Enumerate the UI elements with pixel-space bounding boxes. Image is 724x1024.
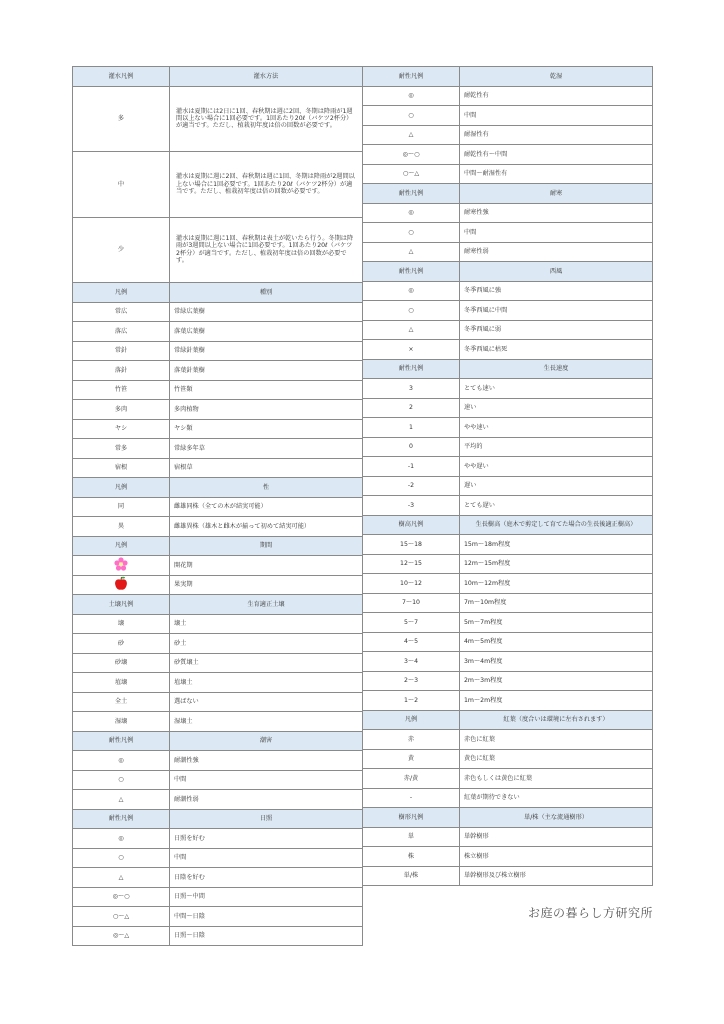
table-row bbox=[73, 497, 363, 517]
value-cell: 壌土 bbox=[170, 614, 363, 634]
table-row bbox=[363, 632, 653, 652]
autumn-header-row bbox=[363, 710, 653, 730]
legend-cell: ◎〜△ bbox=[73, 926, 170, 946]
value-cell: やや遅い bbox=[460, 457, 653, 477]
value-cell: 冬季西風に強 bbox=[460, 281, 653, 301]
legend-cell: 常多 bbox=[73, 439, 170, 459]
legend-cell: -3 bbox=[363, 496, 460, 516]
legend-cell: 同 bbox=[73, 497, 170, 517]
legend-cell: 15〜18 bbox=[363, 535, 460, 555]
value-cell: 雌雄同株（全ての木が結実可能） bbox=[170, 497, 363, 517]
legend-cell: ○ bbox=[363, 106, 460, 126]
legend-cell: ○〜△ bbox=[363, 164, 460, 184]
legend-cell: 砂 bbox=[73, 634, 170, 654]
table-row bbox=[363, 554, 653, 574]
table-row bbox=[363, 671, 653, 691]
table-row bbox=[363, 457, 653, 477]
table-row bbox=[73, 770, 363, 790]
value-cell: 砂土 bbox=[170, 634, 363, 654]
legend-cell: 多 bbox=[73, 86, 170, 152]
table-row bbox=[363, 320, 653, 340]
table-row bbox=[73, 751, 363, 771]
value-cell: 中間 bbox=[460, 223, 653, 243]
value-cell: 耐乾性有〜中間 bbox=[460, 145, 653, 165]
value-cell: 中間 bbox=[460, 106, 653, 126]
value-cell: 冬季西風に枯死 bbox=[460, 340, 653, 360]
table-row bbox=[73, 614, 363, 634]
table-row bbox=[363, 164, 653, 184]
value-cell: やや速い bbox=[460, 418, 653, 438]
table-row bbox=[363, 652, 653, 672]
value-cell: 赤色もしくは黄色に紅葉 bbox=[460, 769, 653, 789]
value-cell: 日照〜中間 bbox=[170, 887, 363, 907]
value-cell: 果実期 bbox=[170, 575, 363, 595]
value-cell: 落葉針葉樹 bbox=[170, 361, 363, 381]
value-cell: 耐潮性強 bbox=[170, 751, 363, 771]
legend-cell: 12〜15 bbox=[363, 554, 460, 574]
soil-header-row bbox=[73, 595, 363, 615]
species-header-row bbox=[73, 283, 363, 303]
table-row bbox=[73, 322, 363, 342]
table-row bbox=[363, 788, 653, 808]
header-cell: 凡例 bbox=[73, 283, 170, 303]
table-row bbox=[363, 476, 653, 496]
table-row bbox=[363, 398, 653, 418]
legend-cell: -2 bbox=[363, 476, 460, 496]
header-cell: 灌水方法 bbox=[170, 67, 363, 87]
table-row bbox=[73, 380, 363, 400]
header-cell: 生長樹高（庭木で剪定して育てた場合の生長後適正樹高） bbox=[460, 515, 653, 535]
legend-cell: 全土 bbox=[73, 692, 170, 712]
legend-cell: 常針 bbox=[73, 341, 170, 361]
legend-cell: 埴壌 bbox=[73, 673, 170, 693]
table-row bbox=[363, 593, 653, 613]
legend-cell: 単/株 bbox=[363, 866, 460, 886]
legend-cell: 3〜4 bbox=[363, 652, 460, 672]
legend-cell: ヤシ bbox=[73, 419, 170, 439]
legend-cell: 1 bbox=[363, 418, 460, 438]
header-cell: 乾湿 bbox=[460, 67, 653, 87]
value-cell: 日照〜日陰 bbox=[170, 926, 363, 946]
table-row bbox=[363, 281, 653, 301]
table-row bbox=[73, 217, 363, 283]
value-cell: 単幹樹形 bbox=[460, 827, 653, 847]
value-cell: 竹笹類 bbox=[170, 380, 363, 400]
table-row bbox=[363, 203, 653, 223]
table-row bbox=[363, 574, 653, 594]
table-row bbox=[363, 106, 653, 126]
table-row bbox=[73, 400, 363, 420]
legend-cell: △ bbox=[73, 868, 170, 888]
method-cell: 灌水は夏期に週に2回、春秋期は週に1回、冬期は降雨が2週間以上ない場合に1回必要です。1回あたり20ℓ（バケツ2杯分）が適当です。ただし、植栽初年度は倍の回数が必要です。 bbox=[170, 152, 363, 218]
value-cell: 赤色に紅葉 bbox=[460, 730, 653, 750]
legend-cell: 2〜3 bbox=[363, 671, 460, 691]
header-cell: 耐性凡例 bbox=[73, 809, 170, 829]
header-cell: 耐性凡例 bbox=[363, 359, 460, 379]
value-cell: 4m〜5m程度 bbox=[460, 632, 653, 652]
header-cell: 樹形凡例 bbox=[363, 808, 460, 828]
header-cell: 耐性凡例 bbox=[363, 67, 460, 87]
table-row bbox=[73, 907, 363, 927]
table-row bbox=[73, 790, 363, 810]
tide-header-row bbox=[73, 731, 363, 751]
legend-cell: 砂壌 bbox=[73, 653, 170, 673]
sex-header-row bbox=[73, 478, 363, 498]
table-row bbox=[363, 866, 653, 886]
value-cell: 中間 bbox=[170, 848, 363, 868]
table-row bbox=[73, 848, 363, 868]
value-cell: 耐潮性弱 bbox=[170, 790, 363, 810]
header-cell: 性 bbox=[170, 478, 363, 498]
legend-cell: 株 bbox=[363, 847, 460, 867]
form-header-row bbox=[363, 808, 653, 828]
sun-header-row bbox=[73, 809, 363, 829]
table-row bbox=[363, 730, 653, 750]
value-cell: 宿根草 bbox=[170, 458, 363, 478]
legend-cell: 赤/黄 bbox=[363, 769, 460, 789]
growth-header-row bbox=[363, 359, 653, 379]
value-cell: 選ばない bbox=[170, 692, 363, 712]
dry-header-row bbox=[363, 67, 653, 87]
table-row bbox=[73, 439, 363, 459]
table-row bbox=[73, 712, 363, 732]
value-cell: 耐湿性有 bbox=[460, 125, 653, 145]
table-row bbox=[363, 340, 653, 360]
header-cell: 樹高凡例 bbox=[363, 515, 460, 535]
table-row bbox=[363, 769, 653, 789]
legend-cell: 少 bbox=[73, 217, 170, 283]
cold-header-row bbox=[363, 184, 653, 204]
watering-header-row bbox=[73, 67, 363, 87]
value-cell: 埴壌土 bbox=[170, 673, 363, 693]
value-cell: 平均的 bbox=[460, 437, 653, 457]
header-cell: 耐性凡例 bbox=[73, 731, 170, 751]
header-cell: 単/株（主な流通樹形） bbox=[460, 808, 653, 828]
value-cell: 耐寒性弱 bbox=[460, 242, 653, 262]
value-cell: 中間〜日陰 bbox=[170, 907, 363, 927]
table-row bbox=[363, 496, 653, 516]
legend-cell: ◎ bbox=[363, 281, 460, 301]
table-row bbox=[73, 517, 363, 537]
value-cell: 常緑針葉樹 bbox=[170, 341, 363, 361]
legend-cell: △ bbox=[363, 320, 460, 340]
value-cell: 紅葉が期待できない bbox=[460, 788, 653, 808]
value-cell: 7m〜10m程度 bbox=[460, 593, 653, 613]
left-legend-table bbox=[72, 66, 363, 946]
legend-cell: 3 bbox=[363, 379, 460, 399]
legend-cell: 壌 bbox=[73, 614, 170, 634]
table-row bbox=[363, 301, 653, 321]
header-cell: 耐性凡例 bbox=[363, 184, 460, 204]
table-row bbox=[73, 152, 363, 218]
value-cell: とても速い bbox=[460, 379, 653, 399]
value-cell: 常緑広葉樹 bbox=[170, 302, 363, 322]
value-cell: 黄色に紅葉 bbox=[460, 749, 653, 769]
value-cell: 15m〜18m程度 bbox=[460, 535, 653, 555]
value-cell: 常緑多年草 bbox=[170, 439, 363, 459]
header-cell: 凡例 bbox=[73, 536, 170, 556]
header-cell: 耐性凡例 bbox=[363, 262, 460, 282]
value-cell: 冬季西風に弱 bbox=[460, 320, 653, 340]
legend-cell: × bbox=[363, 340, 460, 360]
legend-cell bbox=[73, 575, 170, 595]
value-cell: 1m〜2m程度 bbox=[460, 691, 653, 711]
value-cell: 日照を好む bbox=[170, 829, 363, 849]
header-cell: 西風 bbox=[460, 262, 653, 282]
value-cell: 中間〜耐湿性有 bbox=[460, 164, 653, 184]
legend-cell bbox=[73, 556, 170, 576]
legend-cell: 1〜2 bbox=[363, 691, 460, 711]
header-cell: 紅葉（度合いは環境に左右されます） bbox=[460, 710, 653, 730]
header-cell: 生育適正土壌 bbox=[170, 595, 363, 615]
table-row bbox=[73, 829, 363, 849]
legend-cell: 中 bbox=[73, 152, 170, 218]
table-row bbox=[73, 458, 363, 478]
value-cell: 砂質壌土 bbox=[170, 653, 363, 673]
table-row bbox=[363, 379, 653, 399]
header-cell: 生長速度 bbox=[460, 359, 653, 379]
legend-cell: 10〜12 bbox=[363, 574, 460, 594]
value-cell: 速い bbox=[460, 398, 653, 418]
legend-cell: 0 bbox=[363, 437, 460, 457]
table-row bbox=[73, 673, 363, 693]
value-cell: とても遅い bbox=[460, 496, 653, 516]
header-cell: 種別 bbox=[170, 283, 363, 303]
table-row bbox=[363, 691, 653, 711]
table-row bbox=[363, 145, 653, 165]
table-row bbox=[73, 419, 363, 439]
table-row bbox=[73, 653, 363, 673]
legend-cell: △ bbox=[363, 125, 460, 145]
legend-cell: ◎ bbox=[363, 86, 460, 106]
table-row bbox=[363, 125, 653, 145]
legend-cell: 2 bbox=[363, 398, 460, 418]
method-cell: 灌水は夏期には2日に1回、春秋期は週に2回、冬期は降雨が1週間以上ない場合に1回必要です。1回あたり20ℓ（バケツ2杯分）が適当です。ただし、植栽初年度は倍の回数が必要です。 bbox=[170, 86, 363, 152]
legend-cell: ○〜△ bbox=[73, 907, 170, 927]
value-cell: 株立樹形 bbox=[460, 847, 653, 867]
table-row bbox=[73, 341, 363, 361]
height-header-row bbox=[363, 515, 653, 535]
value-cell: 落葉広葉樹 bbox=[170, 322, 363, 342]
table-row bbox=[73, 634, 363, 654]
legend-cell: 常広 bbox=[73, 302, 170, 322]
table-row bbox=[363, 847, 653, 867]
legend-cell: ◎ bbox=[73, 829, 170, 849]
table-row bbox=[73, 302, 363, 322]
table-row bbox=[363, 242, 653, 262]
value-cell: 日陰を好む bbox=[170, 868, 363, 888]
table-row bbox=[73, 556, 363, 576]
table-row bbox=[73, 361, 363, 381]
legend-cell: 単 bbox=[363, 827, 460, 847]
flower-icon bbox=[114, 557, 128, 571]
legend-cell: ◎ bbox=[73, 751, 170, 771]
header-cell: 日照 bbox=[170, 809, 363, 829]
value-cell: 5m〜7m程度 bbox=[460, 613, 653, 633]
legend-cell: ○ bbox=[363, 223, 460, 243]
value-cell: 湿壌土 bbox=[170, 712, 363, 732]
table-row bbox=[73, 575, 363, 595]
legend-cell: 赤 bbox=[363, 730, 460, 750]
header-cell: 土壌凡例 bbox=[73, 595, 170, 615]
right-legend-table bbox=[362, 66, 653, 886]
value-cell: 3m〜4m程度 bbox=[460, 652, 653, 672]
table-row bbox=[363, 535, 653, 555]
value-cell: 耐寒性強 bbox=[460, 203, 653, 223]
legend-cell: 落針 bbox=[73, 361, 170, 381]
value-cell: 12m〜15m程度 bbox=[460, 554, 653, 574]
table-row bbox=[363, 827, 653, 847]
table-row bbox=[73, 86, 363, 152]
legend-cell: △ bbox=[363, 242, 460, 262]
method-cell: 灌水は夏期に週に1回、春秋期は表土が乾いたら行う。冬期は降雨が3週間以上ない場合に1回必要です。1回あたり20ℓ（バケツ2杯分）が適当です。ただし、植栽初年度は倍の回数が必要です。 bbox=[170, 217, 363, 283]
value-cell: 単幹樹形及び株立樹形 bbox=[460, 866, 653, 886]
header-cell: 凡例 bbox=[73, 478, 170, 498]
legend-cell: ◎〜○ bbox=[363, 145, 460, 165]
table-row bbox=[363, 749, 653, 769]
legend-cell: ○ bbox=[73, 770, 170, 790]
value-cell: 中間 bbox=[170, 770, 363, 790]
value-cell: 2m〜3m程度 bbox=[460, 671, 653, 691]
legend-cell: ○ bbox=[363, 301, 460, 321]
legend-cell: 5〜7 bbox=[363, 613, 460, 633]
value-cell: 雌雄異株（雄木と雌木が揃って初めて結実可能） bbox=[170, 517, 363, 537]
table-row bbox=[73, 926, 363, 946]
apple-icon bbox=[114, 576, 128, 591]
value-cell: 多肉植物 bbox=[170, 400, 363, 420]
legend-cell: 多肉 bbox=[73, 400, 170, 420]
header-cell: 凡例 bbox=[363, 710, 460, 730]
value-cell: 遅い bbox=[460, 476, 653, 496]
legend-cell: 7〜10 bbox=[363, 593, 460, 613]
value-cell: 開花期 bbox=[170, 556, 363, 576]
value-cell: 10m〜12m程度 bbox=[460, 574, 653, 594]
value-cell: ヤシ類 bbox=[170, 419, 363, 439]
table-row bbox=[363, 418, 653, 438]
legend-cell: 異 bbox=[73, 517, 170, 537]
header-cell: 耐寒 bbox=[460, 184, 653, 204]
table-row bbox=[363, 613, 653, 633]
legend-cell: ◎ bbox=[363, 203, 460, 223]
legend-cell: -1 bbox=[363, 457, 460, 477]
legend-cell: 竹笹 bbox=[73, 380, 170, 400]
period-header-row bbox=[73, 536, 363, 556]
header-cell: 潮害 bbox=[170, 731, 363, 751]
table-row bbox=[73, 868, 363, 888]
legend-cell: ◎〜○ bbox=[73, 887, 170, 907]
site-logo: お庭の暮らし方研究所 bbox=[528, 906, 654, 920]
header-cell: 灌水凡例 bbox=[73, 67, 170, 87]
legend-cell: ○ bbox=[73, 848, 170, 868]
value-cell: 冬季西風に中間 bbox=[460, 301, 653, 321]
legend-cell: 落広 bbox=[73, 322, 170, 342]
table-row bbox=[73, 692, 363, 712]
value-cell: 耐乾性有 bbox=[460, 86, 653, 106]
legend-cell: 湿壌 bbox=[73, 712, 170, 732]
legend-cell: 宿根 bbox=[73, 458, 170, 478]
legend-cell: 4〜5 bbox=[363, 632, 460, 652]
header-cell: 期間 bbox=[170, 536, 363, 556]
table-row bbox=[363, 437, 653, 457]
wind-header-row bbox=[363, 262, 653, 282]
table-row bbox=[73, 887, 363, 907]
table-row bbox=[363, 223, 653, 243]
legend-cell: 黄 bbox=[363, 749, 460, 769]
table-row bbox=[363, 86, 653, 106]
legend-cell: - bbox=[363, 788, 460, 808]
legend-cell: △ bbox=[73, 790, 170, 810]
